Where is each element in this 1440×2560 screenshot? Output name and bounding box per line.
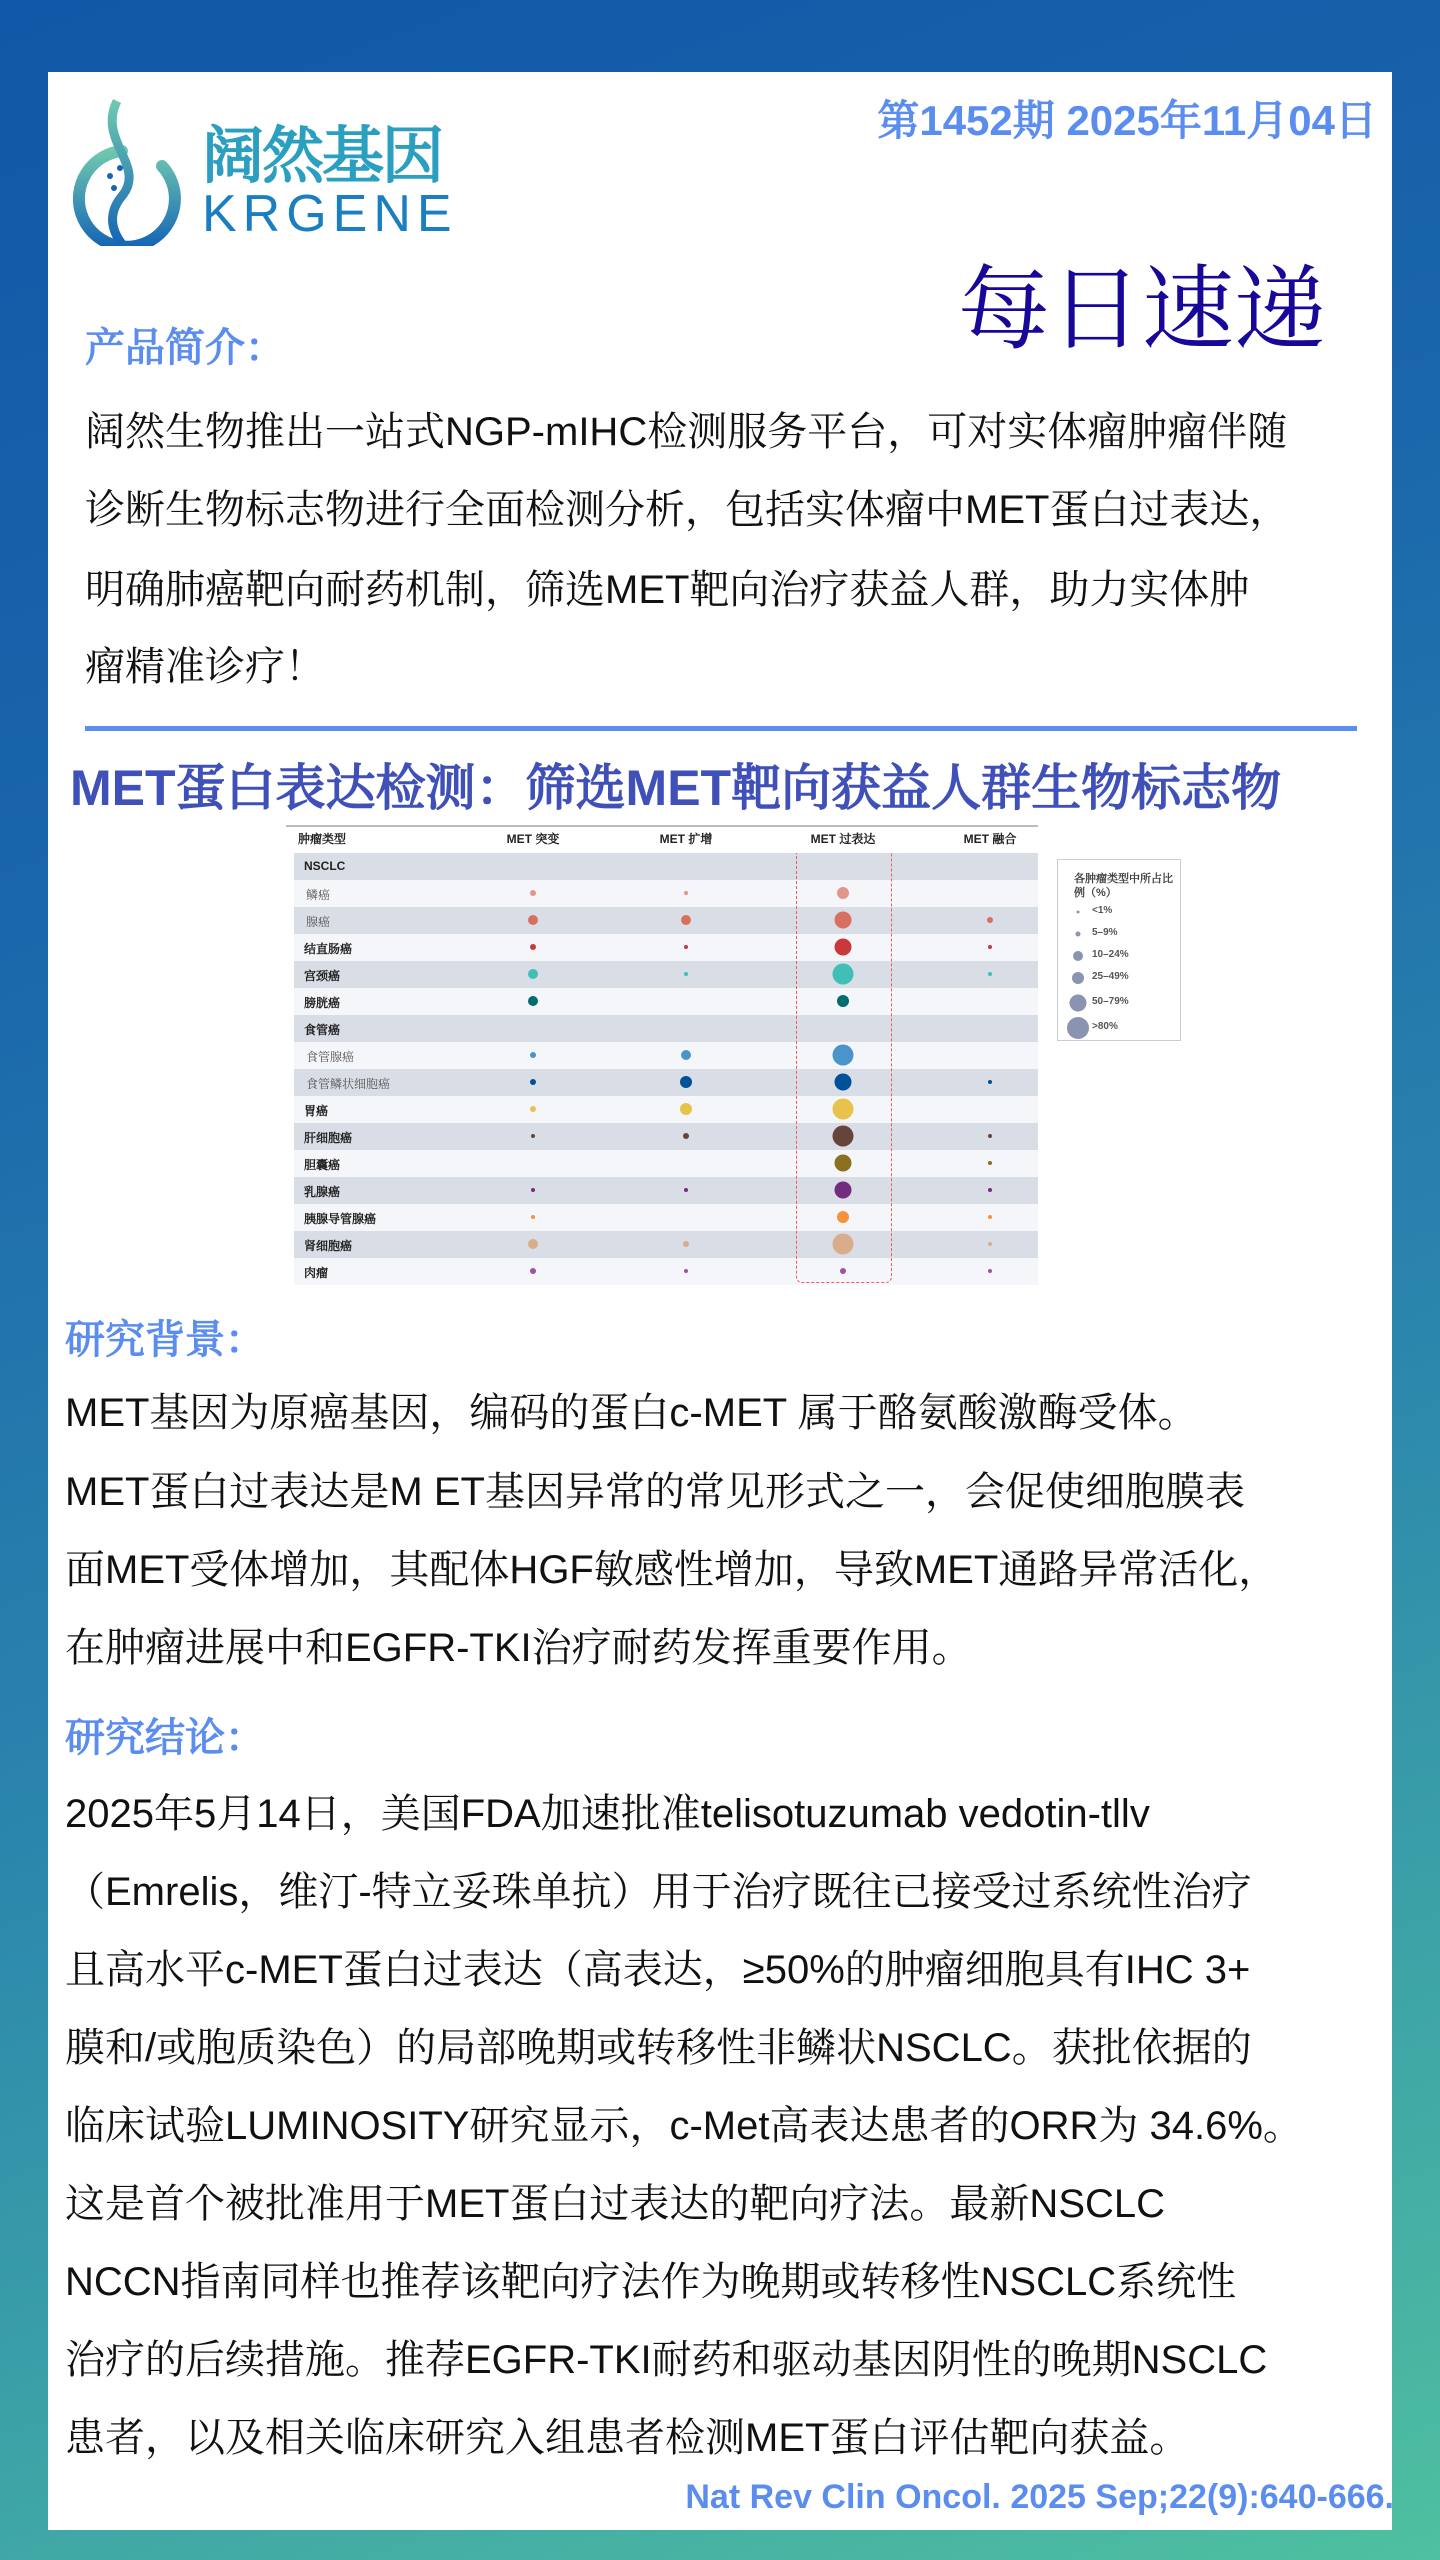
legend-dot <box>1072 972 1084 984</box>
table-row <box>294 1042 1038 1069</box>
table-row <box>294 907 1038 934</box>
frequency-dot <box>835 1074 852 1091</box>
tumor-type-label: 食管腺癌 <box>306 1050 355 1064</box>
frequency-dot <box>531 1215 535 1219</box>
frequency-dot <box>840 1268 846 1274</box>
frequency-dot <box>680 1103 692 1115</box>
tumor-type-label: 食管癌 <box>304 1023 341 1037</box>
table-row <box>294 934 1038 961</box>
frequency-dot <box>530 1079 536 1085</box>
background-line: 面MET受体增加，其配体HGF敏感性增加，导致MET通路异常活化， <box>65 1548 1279 1592</box>
intro-line: 阔然生物推出一站式NGP-mIHC检测服务平台，可对实体瘤肿瘤伴随 <box>85 410 1288 454</box>
frequency-dot <box>683 1133 689 1139</box>
frequency-dot <box>684 891 688 895</box>
frequency-dot <box>684 1188 688 1192</box>
logo-cn-text: 阔然基因 <box>202 122 443 191</box>
table-row <box>294 1123 1038 1150</box>
frequency-dot <box>837 887 849 899</box>
legend-dot <box>1077 911 1080 914</box>
table-row <box>294 880 1038 907</box>
krgene-logo <box>62 96 492 246</box>
background-line: 在肿瘤进展中和EGFR-TKI治疗耐药发挥重要作用。 <box>65 1626 972 1670</box>
frequency-dot <box>833 964 854 985</box>
table-row <box>294 988 1038 1015</box>
frequency-dot <box>684 1269 688 1273</box>
size-legend <box>1057 859 1181 1041</box>
background-line: MET基因为原癌基因，编码的蛋白c-MET 属于酪氨酸激酶受体。 <box>65 1391 1198 1435</box>
conclusion-line: 治疗的后续措施。推荐EGFR-TKI耐药和驱动基因阴性的晚期NSCLC <box>65 2338 1268 2382</box>
frequency-dot <box>530 1268 536 1274</box>
legend-item <box>1066 993 1176 1013</box>
conclusion-line: 临床试验LUMINOSITY研究显示，c-Met高表达患者的ORR为 34.6%。 <box>65 2104 1303 2148</box>
tumor-type-label: 肝细胞癌 <box>304 1131 353 1145</box>
dna-swirl-icon <box>62 96 192 246</box>
frequency-dot <box>833 1099 854 1120</box>
frequency-dot <box>987 917 993 923</box>
legend-dot <box>1073 951 1083 961</box>
frequency-dot <box>988 1242 992 1246</box>
met-alteration-table <box>286 825 1173 1293</box>
intro-line: 诊断生物标志物进行全面检测分析，包括实体瘤中MET蛋白过表达， <box>85 488 1290 532</box>
column-header: MET 融合 <box>963 832 1017 846</box>
tumor-type-label: 胆囊癌 <box>304 1158 341 1172</box>
frequency-dot <box>835 939 852 956</box>
legend-label: 5–9% <box>1092 927 1118 938</box>
frequency-dot <box>530 944 536 950</box>
frequency-dot <box>837 995 849 1007</box>
tumor-type-label: 鳞癌 <box>306 888 331 902</box>
column-header: 肿瘤类型 <box>298 832 347 846</box>
frequency-dot <box>528 1239 538 1249</box>
table-row <box>294 1204 1038 1231</box>
frequency-dot <box>988 945 992 949</box>
frequency-dot <box>988 972 992 976</box>
legend-dot <box>1067 1017 1089 1039</box>
tumor-type-label: NSCLC <box>304 859 346 873</box>
legend-item <box>1066 968 1176 988</box>
daily-title: 每日速递 <box>957 259 1326 361</box>
frequency-dot <box>684 972 688 976</box>
tumor-type-label: 肾细胞癌 <box>304 1239 353 1253</box>
tumor-type-label: 胃癌 <box>304 1104 329 1118</box>
frequency-dot <box>680 1076 692 1088</box>
frequency-dot <box>988 1161 992 1165</box>
legend-label: >80% <box>1092 1021 1118 1032</box>
legend-label: <1% <box>1092 905 1113 916</box>
frequency-dot <box>681 1050 691 1060</box>
background-heading: 研究背景： <box>65 1318 265 1362</box>
conclusion-line: 膜和/或胞质染色）的局部晚期或转移性非鳞状NSCLC。获批依据的 <box>65 2026 1252 2070</box>
frequency-dot <box>531 1134 535 1138</box>
frequency-dot <box>530 1052 536 1058</box>
frequency-dot <box>528 915 538 925</box>
legend-title: 各肿瘤类型中所占比例（%） <box>1074 873 1173 899</box>
legend-dot <box>1076 932 1081 937</box>
tumor-type-label: 宫颈癌 <box>304 969 341 983</box>
frequency-dot <box>988 1215 992 1219</box>
frequency-dot <box>681 915 691 925</box>
table-row <box>294 1150 1038 1177</box>
column-header: MET 扩增 <box>659 832 713 846</box>
column-header: MET 过表达 <box>810 832 876 846</box>
issue-date: 第1452期 2025年11月04日 <box>877 97 1377 144</box>
frequency-dot <box>835 1182 852 1199</box>
legend-dot <box>1070 995 1087 1012</box>
tumor-type-label: 腺癌 <box>306 915 331 929</box>
frequency-dot <box>833 1234 854 1255</box>
legend-label: 10–24% <box>1092 949 1129 960</box>
frequency-dot <box>684 945 688 949</box>
frequency-dot <box>988 1269 992 1273</box>
table-row <box>294 1231 1038 1258</box>
table-row <box>294 1069 1038 1096</box>
frequency-dot <box>683 1241 689 1247</box>
frequency-dot <box>988 1080 992 1084</box>
frequency-dot <box>833 1045 854 1066</box>
conclusion-line: NCCN指南同样也推荐该靶向疗法作为晚期或转移性NSCLC系统性 <box>65 2260 1237 2304</box>
table-header <box>286 825 1038 853</box>
tumor-type-label: 结直肠癌 <box>304 942 353 956</box>
legend-label: 50–79% <box>1092 996 1129 1007</box>
conclusion-line: 这是首个被批准用于MET蛋白过表达的靶向疗法。最新NSCLC <box>65 2182 1166 2226</box>
citation: Nat Rev Clin Oncol. 2025 Sep;22(9):640-666. <box>685 2478 1394 2516</box>
section-divider <box>85 726 1357 731</box>
legend-item <box>1066 946 1176 966</box>
conclusion-line: 2025年5月14日，美国FDA加速批准telisotuzumab vedotin-tllv <box>65 1792 1150 1836</box>
table-row <box>294 1177 1038 1204</box>
table-row <box>294 1096 1038 1123</box>
logo-en-text: KRGENE <box>202 185 458 243</box>
frequency-dot <box>833 1126 854 1147</box>
frequency-dot <box>531 1188 535 1192</box>
frequency-dot <box>528 969 538 979</box>
table-row <box>294 1258 1038 1285</box>
column-header: MET 突变 <box>506 832 560 846</box>
tumor-type-label: 食管鳞状细胞癌 <box>306 1077 391 1091</box>
section-title: MET蛋白表达检测：筛选MET靶向获益人群生物标志物 <box>70 760 1282 816</box>
frequency-dot <box>530 890 536 896</box>
table-row <box>294 1015 1038 1042</box>
intro-heading: 产品简介： <box>85 326 285 370</box>
frequency-dot <box>530 1106 536 1112</box>
frequency-dot <box>988 1134 992 1138</box>
table-row <box>294 961 1038 988</box>
conclusion-line: （Emrelis，维汀-特立妥珠单抗）用于治疗既往已接受过系统性治疗 <box>65 1870 1252 1914</box>
legend-label: 25–49% <box>1092 971 1129 982</box>
conclusion-heading: 研究结论： <box>65 1716 265 1760</box>
frequency-dot <box>835 1155 852 1172</box>
legend-item <box>1066 924 1176 944</box>
tumor-type-label: 膀胱癌 <box>304 996 341 1010</box>
conclusion-line: 且高水平c-MET蛋白过表达（高表达，≥50%的肿瘤细胞具有IHC 3+ <box>65 1948 1251 1992</box>
tumor-type-label: 肉瘤 <box>304 1266 329 1280</box>
background-line: MET蛋白过表达是M ET基因异常的常见形式之一，会促使细胞膜表 <box>65 1470 1245 1514</box>
frequency-dot <box>835 912 852 929</box>
tumor-type-label: 胰腺导管腺癌 <box>304 1212 377 1226</box>
frequency-dot <box>528 996 538 1006</box>
table-row <box>294 853 1038 880</box>
conclusion-line: 患者，以及相关临床研究入组患者检测MET蛋白评估靶向获益。 <box>65 2416 1190 2460</box>
intro-line: 瘤精准诊疗！ <box>85 645 325 689</box>
legend-item <box>1066 902 1176 922</box>
legend-item <box>1066 1018 1176 1038</box>
intro-line: 明确肺癌靶向耐药机制，筛选MET靶向治疗获益人群，助力实体肿 <box>85 568 1250 612</box>
frequency-dot <box>837 1211 849 1223</box>
frequency-dot <box>988 1188 992 1192</box>
tumor-type-label: 乳腺癌 <box>304 1185 341 1199</box>
